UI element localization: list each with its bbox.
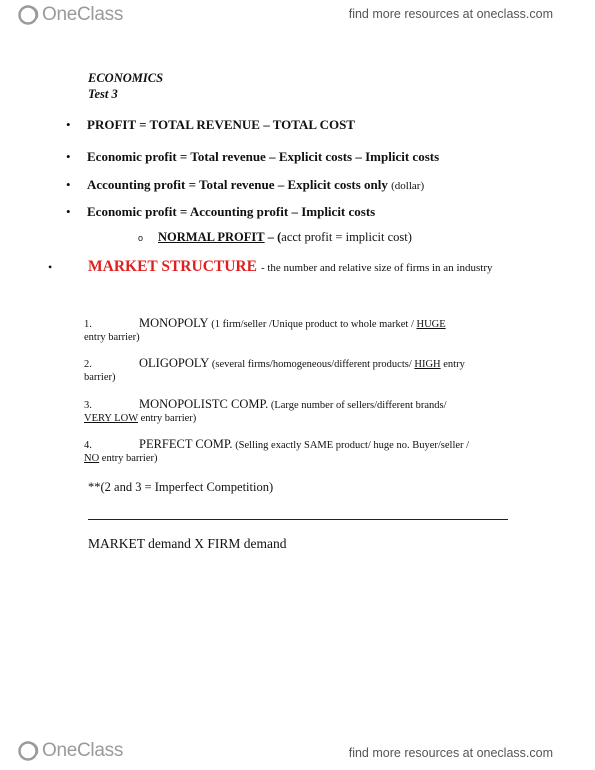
brand-name: OneClass (42, 740, 124, 761)
list-item (84, 437, 469, 464)
item-number: 4. (84, 440, 92, 451)
brand-name: OneClass (42, 4, 124, 25)
oneclass-logo[interactable] (17, 4, 123, 26)
imperfect-competition-note: **(2 and 3 = Imperfect Competition) (88, 480, 274, 494)
find-resources-link-footer[interactable]: find more resources at oneclass.com (348, 746, 553, 760)
item-desc-line2: entry barrier) (101, 453, 158, 464)
item-number: 2. (84, 359, 92, 370)
item-name: MONOPOLY (139, 316, 209, 330)
demand-line: MARKET demand X FIRM demand (88, 536, 287, 551)
item-desc-underlined: NO (84, 453, 100, 464)
item-name: MONOPOLISTC COMP. (139, 397, 269, 411)
market-structure-row (48, 258, 493, 276)
bullet-text: Economic profit = Total revenue – Explicit costs – Implicit costs (87, 149, 440, 164)
item-desc: (several firms/homogeneous/different products/ (211, 359, 412, 370)
item-number: 1. (84, 319, 92, 330)
list-item (84, 316, 446, 343)
bullet-dot: • (66, 149, 71, 164)
item-desc-underlined: VERY LOW (84, 413, 138, 424)
item-name: PERFECT COMP. (139, 437, 233, 451)
oneclass-o-icon (17, 4, 41, 26)
market-structure-title: MARKET STRUCTURE (88, 258, 257, 275)
item-desc: (Large number of sellers/different brands/ (270, 400, 447, 411)
item-desc-line2: entry barrier) (84, 332, 140, 343)
oneclass-logo-footer[interactable] (17, 740, 123, 762)
market-structure-desc: - the number and relative size of firms in an industry (260, 262, 493, 274)
bullet-text: PROFIT = TOTAL REVENUE – TOTAL COST (87, 117, 355, 132)
bullet-text: Accounting profit = Total revenue – Explicit costs only (87, 177, 388, 192)
normal-profit-dash: – ( (267, 230, 282, 244)
normal-profit-text: acct profit = implicit cost) (281, 230, 412, 244)
subject-title: ECONOMICS (88, 71, 164, 85)
bullet-dot: • (48, 260, 53, 274)
oneclass-o-icon (17, 740, 41, 762)
item-desc-line2: entry barrier) (140, 413, 197, 424)
item-desc-after: entry (443, 359, 465, 370)
bullet-dot: • (66, 117, 71, 132)
bullet-item (66, 177, 424, 193)
list-item (84, 356, 465, 383)
list-item (84, 397, 447, 424)
normal-profit-label: NORMAL PROFIT (158, 230, 265, 244)
item-desc-line2: barrier) (84, 372, 116, 383)
item-desc: (Selling exactly SAME product/ huge no. Buyer/seller / (235, 440, 470, 451)
bullet-item (66, 149, 439, 165)
item-name: OLIGOPOLY (139, 356, 210, 370)
find-resources-link[interactable]: find more resources at oneclass.com (348, 7, 553, 21)
bullet-item (66, 204, 375, 220)
test-title: Test 3 (88, 87, 118, 101)
sub-bullet-normal-profit (138, 230, 412, 245)
bullet-dot: • (66, 177, 71, 192)
bullet-dot: • (66, 204, 71, 219)
divider (88, 519, 508, 520)
item-desc: (1 firm/seller /Unique product to whole market / (211, 319, 414, 330)
bullet-text: Economic profit = Accounting profit – Implicit costs (87, 204, 376, 219)
item-number: 3. (84, 400, 92, 411)
bullet-extra: (dollar) (391, 180, 425, 192)
item-desc-underlined: HIGH (414, 359, 441, 370)
sub-bullet-marker: o (138, 233, 144, 243)
item-desc-underlined: HUGE (416, 319, 446, 330)
bullet-item (66, 117, 355, 133)
